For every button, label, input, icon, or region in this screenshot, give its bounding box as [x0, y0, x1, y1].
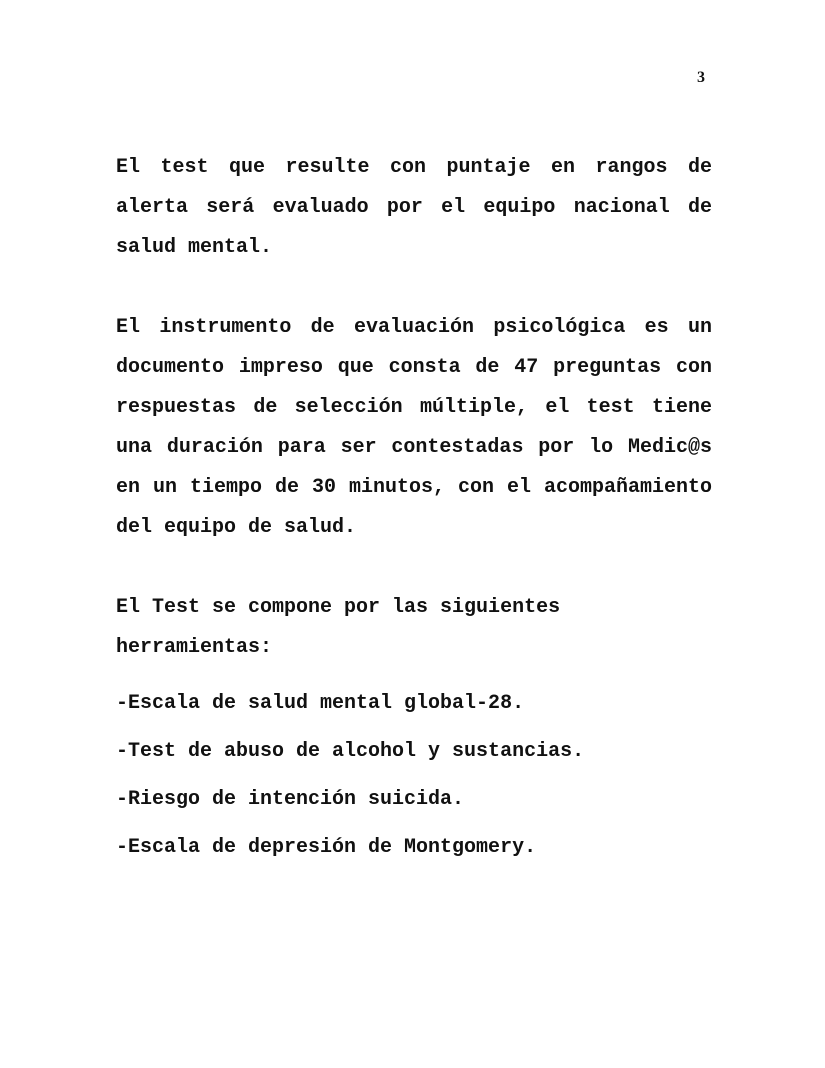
tool-item-substance-abuse-test: -Test de abuso de alcohol y sustancias.: [116, 740, 585, 763]
tool-item-mental-health-scale: -Escala de salud mental global-28.: [116, 692, 525, 715]
paragraph-test-components-intro: El Test se compone por las siguientes herramientas:: [116, 596, 561, 659]
paragraph-instrument-description: El instrumento de evaluación psicológica es un documento impreso que consta de 47 preguntas con respuestas de selección múltiple, el test tiene una duración para ser contestadas por lo Medic@s en un tiempo de 30 minutos, con el acompañamiento del equipo de salud.: [116, 316, 712, 539]
tool-item-suicide-risk: -Riesgo de intención suicida.: [116, 788, 465, 811]
page-number: 3: [697, 69, 705, 86]
paragraph-alert-evaluation: El test que resulte con puntaje en rangos de alerta será evaluado por el equipo nacional de salud mental.: [116, 156, 712, 259]
tool-item-depression-scale: -Escala de depresión de Montgomery.: [116, 836, 537, 859]
tools-list: [116, 680, 712, 872]
